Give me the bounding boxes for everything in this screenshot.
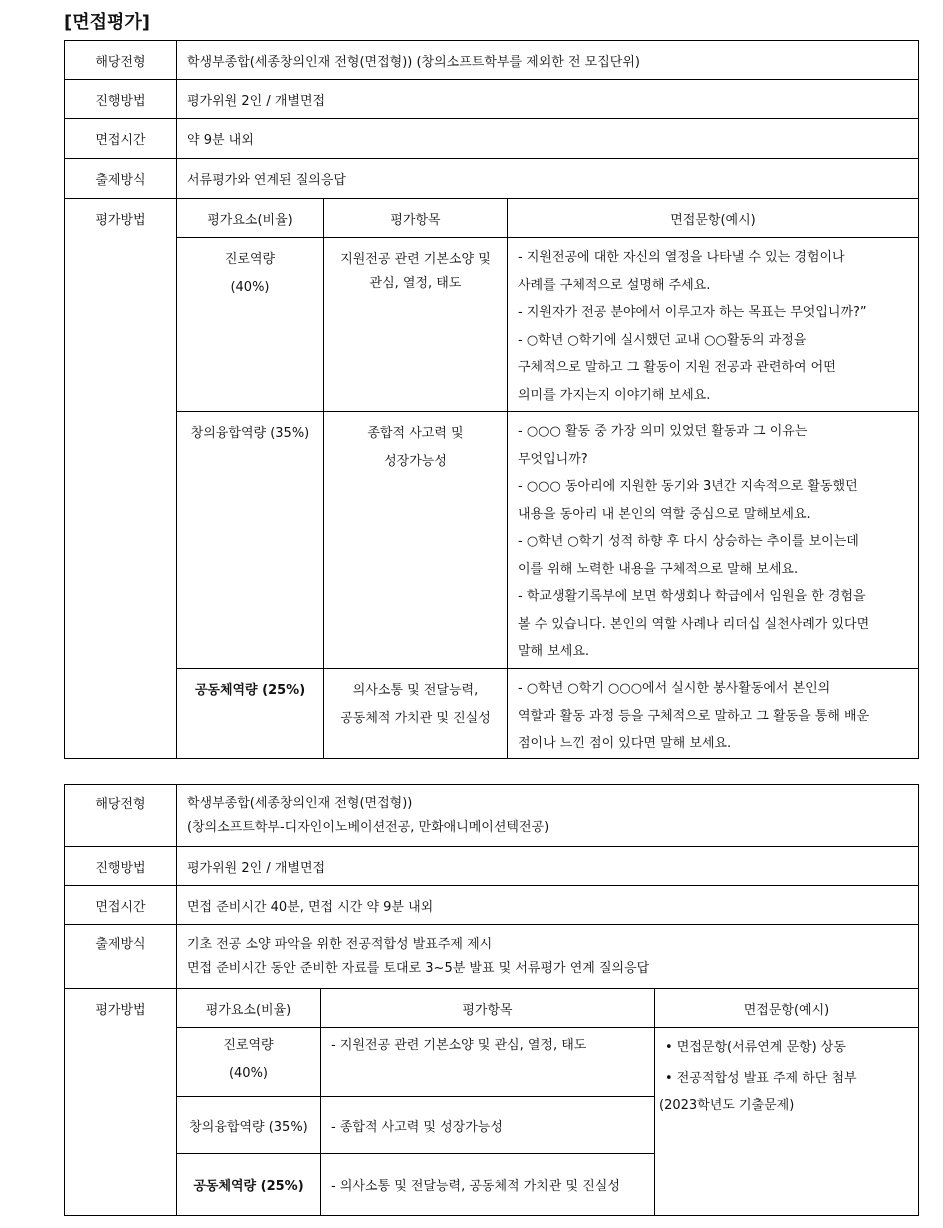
row-value: 평가위원 2인 / 개별면접 (177, 80, 919, 119)
questions-cell (508, 669, 919, 759)
question-line: 말해 보세요. (518, 644, 590, 659)
question-line: - 지원전공에 대한 자신의 열정을 나타낼 수 있는 경험이나 (518, 250, 845, 265)
row-value (177, 925, 919, 989)
question-line: - ○○○ 동아리에 지원한 동기와 3년간 지속적으로 활동했던 (518, 479, 858, 494)
factor-cell (177, 412, 324, 669)
question-line: 의미를 가지는지 이야기해 보세요. (518, 387, 711, 403)
criteria-cell: - 종합적 사고력 및 성장가능성 (321, 1097, 655, 1154)
criteria-cell (324, 238, 508, 412)
question-line: - ○학년 ○학기에 실시했던 교내 ○○활동의 과정을 (518, 332, 807, 348)
criteria: 성장가능성 (384, 454, 447, 469)
question-line: 구체적으로 말하고 그 활동이 지원 전공과 관련하여 어떤 (518, 360, 836, 375)
question-line: - ○○○ 활동 중 가장 의미 있었던 활동과 그 이유는 (518, 424, 808, 439)
factor-cell: 공동체역량 (25%) (177, 1154, 321, 1216)
header-criteria: 평가항목 (321, 989, 655, 1028)
questions-cell (508, 238, 919, 412)
row-label: 출제방식 (65, 159, 177, 199)
criteria-cell (324, 412, 508, 669)
questions-cell (655, 1028, 919, 1216)
row-value (177, 785, 919, 847)
factor: 진로역량 (223, 1038, 274, 1053)
criteria-cell: - 의사소통 및 전달능력, 공동체적 가치관 및 진실성 (321, 1154, 655, 1216)
row-value: 면접 준비시간 40분, 면접 시간 약 9분 내외 (177, 886, 919, 925)
header-factor: 평가요소(비율) (177, 989, 321, 1028)
question-line: 내용을 동아리 내 본인의 역할 중심으로 말해보세요. (518, 506, 811, 522)
criteria: 공동체적 가치관 및 진실성 (340, 711, 491, 726)
factor-cell: 창의융합역량 (35%) (177, 1097, 321, 1154)
factor: 공동체역량 (25%) (194, 683, 306, 698)
header-factor: 평가요소(비율) (177, 199, 324, 238)
question-line: • 전공적합성 발표 주제 하단 첨부 (665, 1071, 857, 1086)
row-value: 평가위원 2인 / 개별면접 (177, 847, 919, 886)
row-value: 서류평가와 연계된 질의응답 (177, 159, 919, 199)
question-line: 역할과 활동 과정 등을 구체적으로 말하고 그 활동을 통해 배운 (518, 708, 870, 724)
criteria: 의사소통 및 전달능력, (352, 683, 479, 698)
question-line: 사례를 구체적으로 설명해 주세요. (518, 277, 711, 293)
criteria: 관심, 열정, 태도 (369, 276, 462, 291)
row-label: 면접시간 (65, 119, 177, 159)
row-value: 학생부종합(세종창의인재 전형(면접형)) (창의소프트학부를 제외한 전 모집단위) (177, 41, 919, 80)
interview-table-2 (64, 784, 919, 1216)
header-criteria: 평가항목 (324, 199, 508, 238)
question-line: (2023학년도 기출문제) (659, 1098, 795, 1113)
question-line: - ○학년 ○학기 성적 하향 후 다시 상승하는 추이를 보이는데 (518, 534, 859, 549)
value-line: (창의소프트학부-디자인이노베이션전공, 만화애니메이션텍전공) (187, 819, 550, 835)
row-label: 진행방법 (65, 847, 177, 886)
question-line: - 지원자가 전공 분야에서 이루고자 하는 목표는 무엇입니까?” (518, 305, 867, 320)
factor-ratio: (40%) (230, 280, 270, 295)
criteria-cell: - 지원전공 관련 기본소양 및 관심, 열정, 태도 (321, 1028, 655, 1097)
header-questions: 면접문항(예시) (655, 989, 919, 1028)
eval-label: 평가방법 (65, 199, 177, 759)
row-label: 면접시간 (65, 886, 177, 925)
section-title: [면접평가] (64, 12, 151, 33)
interview-table-1 (64, 40, 919, 759)
row-label: 출제방식 (65, 925, 177, 989)
question-line: • 면접문항(서류연계 문항) 상동 (665, 1040, 846, 1055)
criteria: 종합적 사고력 및 (367, 426, 464, 441)
question-line: 무엇입니까? (518, 451, 588, 467)
criteria-cell (324, 669, 508, 759)
factor-cell (177, 669, 324, 759)
factor-cell (177, 1028, 321, 1097)
criteria: 지원전공 관련 기본소양 및 (340, 252, 491, 267)
row-label: 진행방법 (65, 80, 177, 119)
question-line: 점이나 느낀 점이 있다면 말해 보세요. (518, 736, 732, 751)
header-questions: 면접문항(예시) (508, 199, 919, 238)
eval-label: 평가방법 (65, 989, 177, 1216)
questions-cell (508, 412, 919, 669)
question-line: 이를 위해 노력한 내용을 구체적으로 말해 보세요. (518, 561, 799, 577)
row-value: 약 9분 내외 (177, 119, 919, 159)
value-line: 학생부종합(세종창의인재 전형(면접형)) (187, 795, 413, 811)
factor: 창의융합역량 (35%) (190, 426, 310, 441)
value-line: 면접 준비시간 동안 준비한 자료를 토대로 3~5분 발표 및 서류평가 연계 질의응답 (187, 960, 650, 976)
row-label: 해당전형 (65, 41, 177, 80)
row-label: 해당전형 (65, 785, 177, 847)
question-line: - 학교생활기록부에 보면 학생회나 학급에서 임원을 한 경험을 (518, 589, 866, 604)
question-line: 볼 수 있습니다. 본인의 역할 사례나 리더십 실천사례가 있다면 (518, 616, 870, 632)
factor-ratio: (40%) (228, 1066, 269, 1081)
factor-cell (177, 238, 324, 412)
factor: 진로역량 (224, 252, 276, 267)
value-line: 기초 전공 소양 파악을 위한 전공적합성 발표주제 제시 (187, 936, 493, 952)
question-line: - ○학년 ○학기 ○○○에서 실시한 봉사활동에서 본인의 (518, 681, 831, 696)
